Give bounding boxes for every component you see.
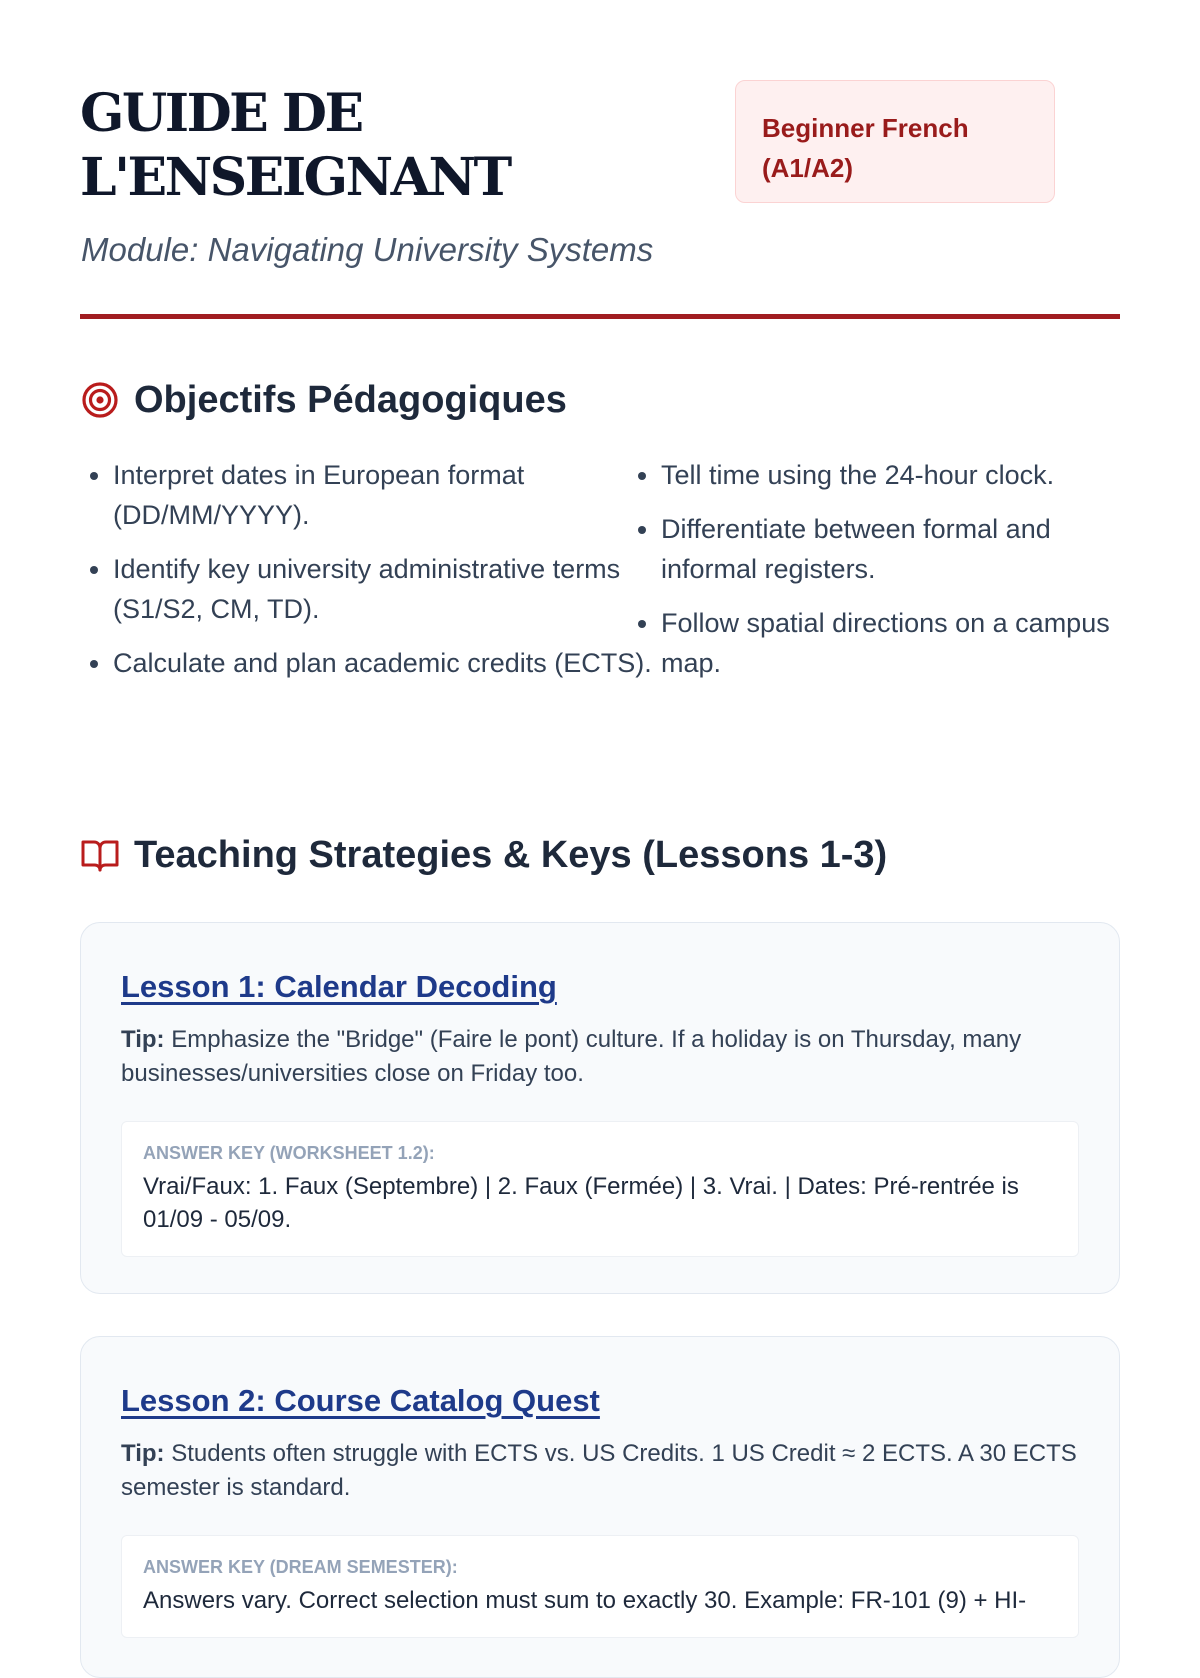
objectives-list-left	[80, 455, 653, 697]
answer-key-label: ANSWER KEY (DREAM SEMESTER):	[143, 1557, 458, 1577]
objective-item: • Identify key university administrative terms (S1/S2, CM, TD).	[113, 549, 653, 629]
page-title	[80, 82, 680, 210]
objectives-heading	[80, 378, 567, 422]
strategies-heading	[80, 833, 887, 877]
objective-item: • Interpret dates in European format (DD/MM/YYYY).	[113, 455, 653, 535]
answer-key-label: ANSWER KEY (WORKSHEET 1.2):	[143, 1143, 435, 1163]
header-divider	[80, 314, 1120, 319]
strategies-heading-text: Teaching Strategies & Keys (Lessons 1-3)	[134, 834, 888, 876]
objective-item: • Follow spatial directions on a campus map.	[661, 603, 1141, 683]
lesson-tip	[121, 1437, 1079, 1505]
objective-item: • Calculate and plan academic credits (ECTS).	[113, 643, 653, 683]
objective-item: • Differentiate between formal and informal registers.	[661, 509, 1141, 589]
answer-key-box	[121, 1121, 1079, 1257]
tip-text: Students often struggle with ECTS vs. US Credits. 1 US Credit ≈ 2 ECTS. A 30 ECTS semester is standard.	[121, 1440, 1077, 1501]
level-badge: Beginner French (A1/A2)	[735, 80, 1055, 203]
tip-text: Emphasize the "Bridge" (Faire le pont) culture. If a holiday is on Thursday, many businesses/universities close on Friday too.	[121, 1026, 1022, 1087]
tip-label: Tip:	[121, 1440, 165, 1467]
objective-item: • Tell time using the 24-hour clock.	[661, 455, 1141, 495]
lesson-title[interactable]: Lesson 2: Course Catalog Quest	[121, 1383, 600, 1418]
lesson-title[interactable]: Lesson 1: Calendar Decoding	[121, 969, 557, 1004]
lesson-tip	[121, 1023, 1079, 1091]
target-icon	[80, 380, 120, 420]
answer-key-box	[121, 1535, 1079, 1638]
lesson-card	[80, 922, 1120, 1294]
answer-key-text: Vrai/Faux: 1. Faux (Septembre) | 2. Faux (Fermée) | 3. Vrai. | Dates: Pré-rentrée is 01/09 - 05/09.	[143, 1173, 1019, 1233]
book-open-icon	[80, 835, 120, 875]
tip-label: Tip:	[121, 1026, 165, 1053]
lesson-card	[80, 1336, 1120, 1678]
objectives-heading-text: Objectifs Pédagogiques	[134, 379, 567, 421]
objectives-list-right	[628, 455, 1141, 697]
title-line-1: GUIDE DE	[80, 83, 362, 144]
title-line-2: L'ENSEIGNANT	[80, 147, 510, 208]
answer-key-text: Answers vary. Correct selection must sum to exactly 30. Example: FR-101 (9) + HI-	[143, 1587, 1027, 1614]
module-subtitle: Module: Navigating University Systems	[81, 231, 654, 268]
